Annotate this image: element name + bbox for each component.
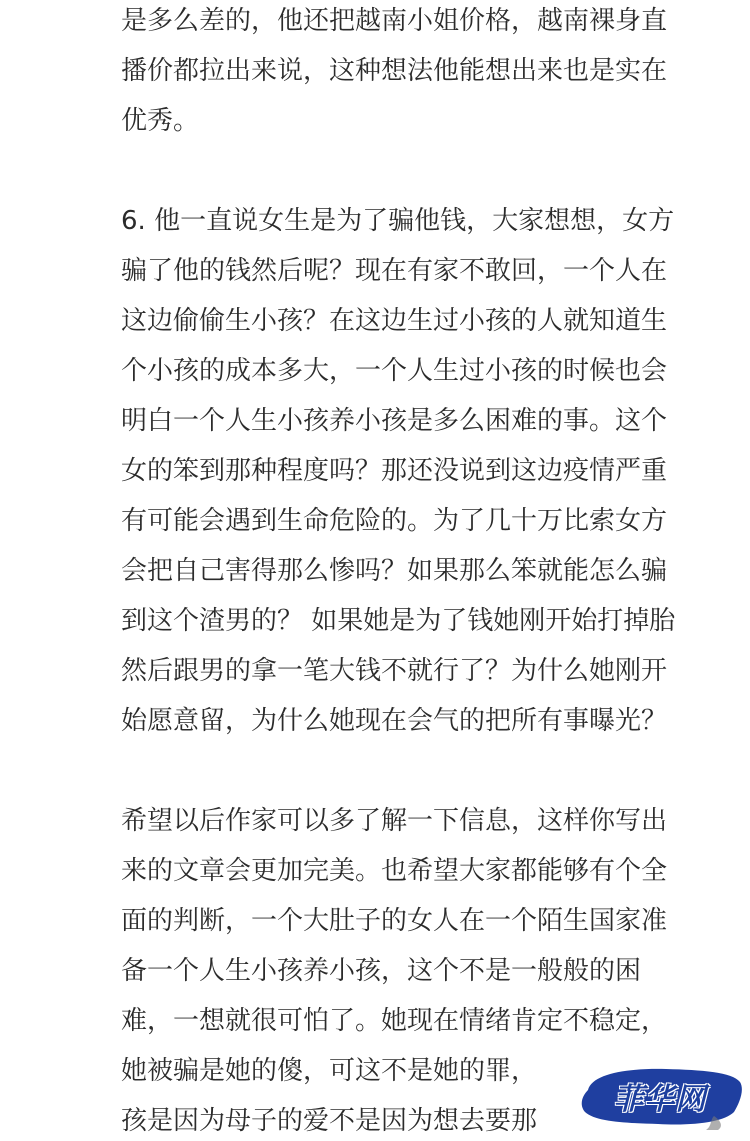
text-line: 会把自己害得那么惨吗？如果那么笨就能怎么骗 <box>121 556 668 586</box>
text-line: 她被骗是她的傻，可这不是她的罪， <box>121 1056 538 1086</box>
text-line: 这边偷偷生小孩？在这边生过小孩的人就知道生 <box>121 306 668 336</box>
text-line: 播价都拉出来说，这种想法他能想出来也是实在 <box>121 56 668 86</box>
text-line: 面的判断，一个大肚子的女人在一个陌生国家准 <box>121 906 668 936</box>
watermark-text: 菲华网 <box>613 1082 707 1117</box>
article-paragraph <box>121 0 721 146</box>
text-line: 孩是因为母子的爱不是因为想去要那 <box>121 1106 538 1136</box>
text-line: 是多么差的，他还把越南小姐价格，越南裸身直 <box>121 6 668 36</box>
text-line: 个小孩的成本多大，一个人生过小孩的时候也会 <box>121 356 668 386</box>
text-line: 希望以后作家可以多了解一下信息，这样你写出 <box>121 806 668 836</box>
text-line: 来的文章会更加完美。也希望大家都能够有个全 <box>121 856 668 886</box>
text-line: 优秀。 <box>121 106 200 136</box>
text-line: 骗了他的钱然后呢？现在有家不敢回，一个人在 <box>121 256 668 286</box>
text-line: 始愿意留，为什么她现在会气的把所有事曝光？ <box>121 706 668 736</box>
text-line: 6. 他一直说女生是为了骗他钱，大家想想，女方 <box>121 206 675 236</box>
text-line: 然后跟男的拿一笔大钱不就行了？为什么她刚开 <box>121 656 668 686</box>
text-line: 明白一个人生小孩养小孩是多么困难的事。这个 <box>121 406 668 436</box>
text-line: 有可能会遇到生命危险的。为了几十万比索女方 <box>121 506 668 536</box>
text-line: 女的笨到那种程度吗？那还没说到这边疫情严重 <box>121 456 668 486</box>
article-paragraph <box>121 196 721 746</box>
text-line: 到这个渣男的？ 如果她是为了钱她刚开始打掉胎 <box>121 606 676 636</box>
watermark-logo <box>574 1060 746 1132</box>
text-line: 备一个人生小孩养小孩，这个不是一般般的困 <box>121 956 642 986</box>
text-line: 难，一想就很可怕了。她现在情绪肯定不稳定， <box>121 1006 668 1036</box>
